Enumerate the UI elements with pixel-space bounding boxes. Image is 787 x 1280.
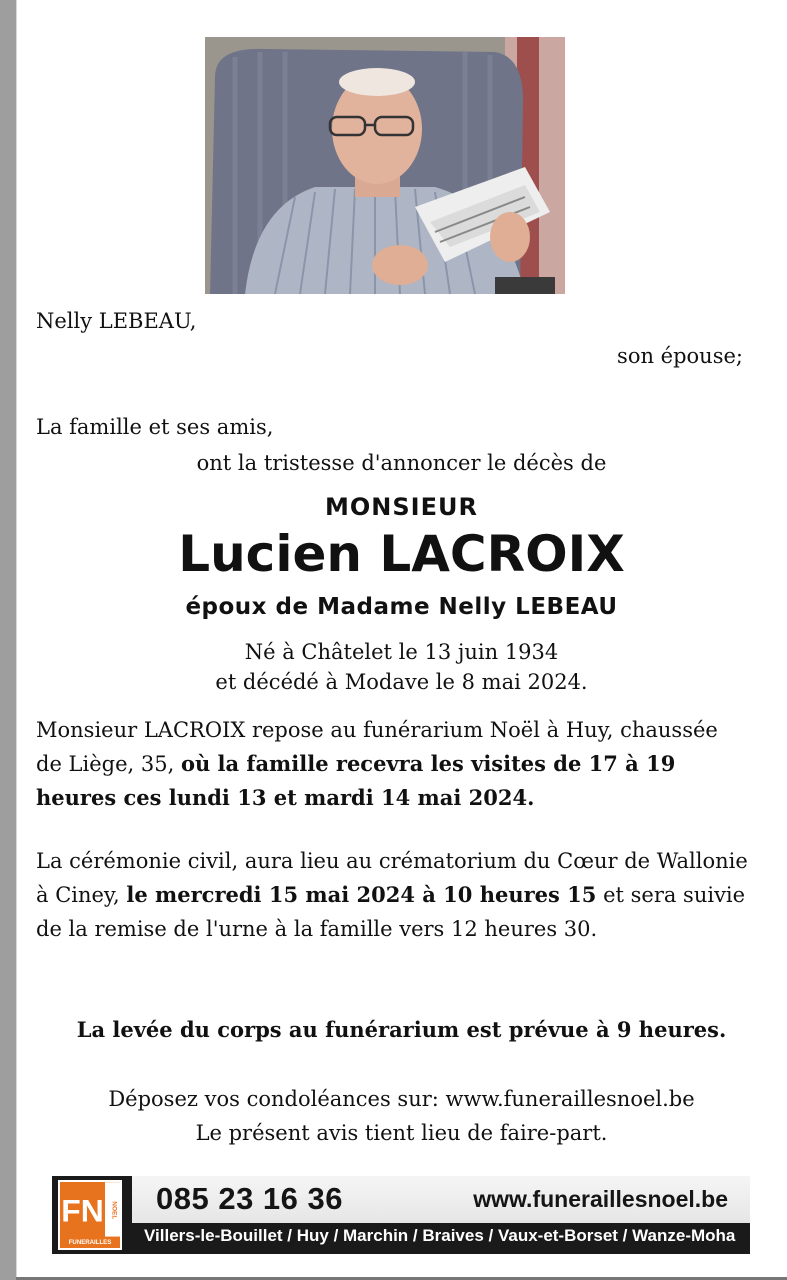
ceremony-datetime: le mercredi 15 mai 2024 à 10 heures 15 <box>126 882 597 907</box>
honorific: MONSIEUR <box>325 493 478 521</box>
spouse-name: Nelly LEBEAU, <box>36 309 197 333</box>
faire-part-line: Le présent avis tient lieu de faire-part. <box>195 1121 608 1145</box>
visitation-prefix: Monsieur LACROIX repose au funérarium Noël à Huy, chaussée de Liège, 35, <box>36 718 718 776</box>
ceremony-prefix: La cérémonie civil, aura lieu au crématorium du Cœur de Wallonie à Ciney, <box>36 849 748 907</box>
visitation-details: où la famille recevra les visites de 17 à 19 heures ces lundi 13 et mardi 14 mai 2024. <box>36 751 676 810</box>
deceased-name: Lucien LACROIX <box>178 525 625 583</box>
portrait-photo <box>205 37 565 294</box>
logo-side-text: NOEL <box>110 1201 118 1220</box>
locations-list: Villers-le-Bouillet / Huy / Marchin / Braives / Vaux-et-Borset / Wanze-Moha <box>144 1226 736 1245</box>
family-line: La famille et ses amis, <box>36 415 274 439</box>
ceremony-paragraph <box>36 844 748 946</box>
death-line: et décédé à Modave le 8 mai 2024. <box>215 670 588 694</box>
spouse-role: son épouse; <box>617 344 743 368</box>
logo-bottom-text: FUNERAILLES <box>68 1239 112 1247</box>
levee-line: La levée du corps au funérarium est prévue à 9 heures. <box>76 1017 727 1042</box>
condolences-line: Déposez vos condoléances sur: www.funeraillesnoel.be <box>108 1087 695 1111</box>
ceremony-suffix: et sera suivie de la remise de l'urne à la famille vers 12 heures 30. <box>36 883 746 941</box>
phone-number[interactable]: 085 23 16 36 <box>156 1181 344 1216</box>
spouse-of-line: époux de Madame Nelly LEBEAU <box>185 594 618 620</box>
announcement: ont la tristesse d'annoncer le décès de <box>196 451 607 475</box>
logo-letters: FN <box>61 1192 104 1229</box>
visitation-paragraph <box>36 713 748 815</box>
funeral-home-banner <box>52 1176 750 1254</box>
website-link[interactable]: www.funeraillesnoel.be <box>473 1186 728 1212</box>
funeraillesnoel-logo <box>58 1180 122 1250</box>
birth-line: Né à Châtelet le 13 juin 1934 <box>244 640 559 664</box>
